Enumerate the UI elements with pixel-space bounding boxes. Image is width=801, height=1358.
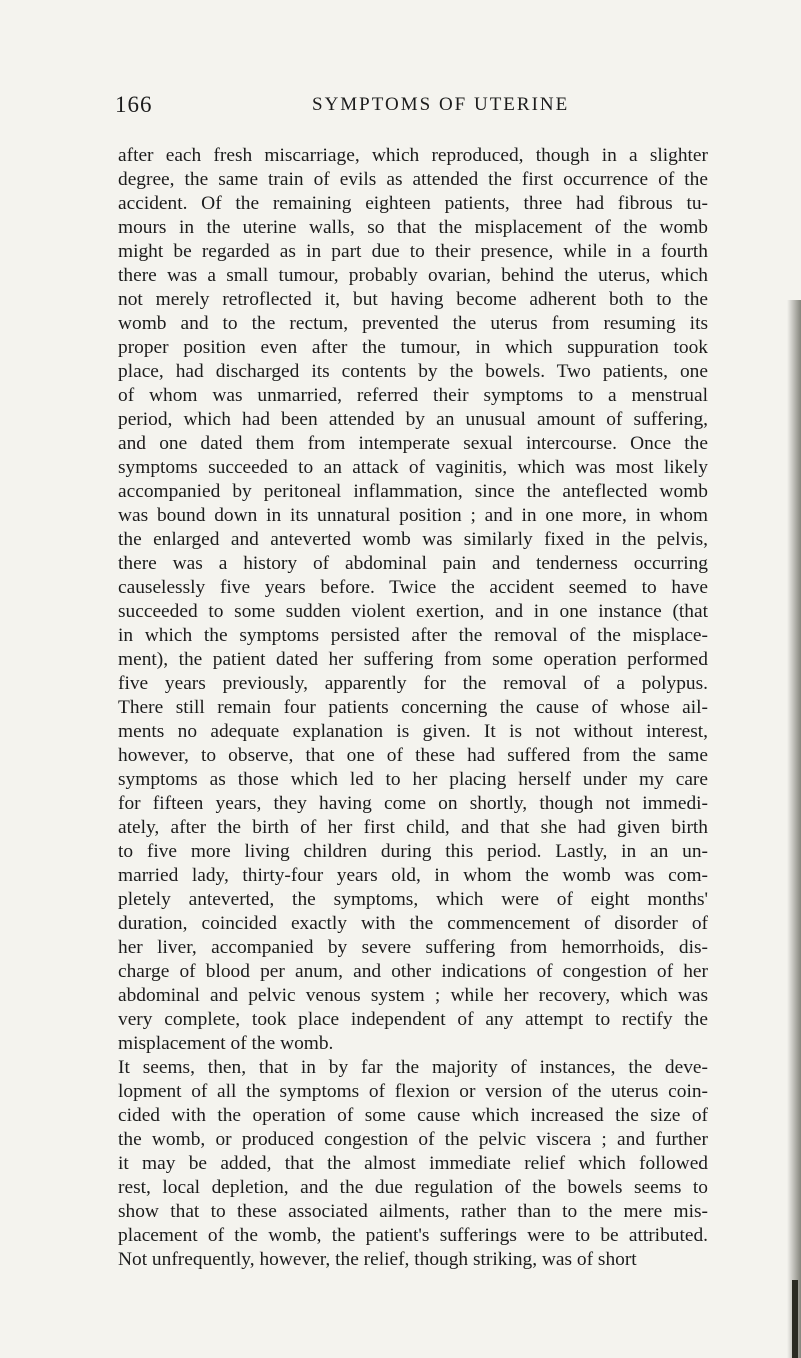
running-head [110,92,710,122]
text-line: rest, local depletion, and the due regulation of the bowels seems to [118,1177,708,1198]
text-line: the enlarged and anteverted womb was similarly fixed in the pelvis, [118,529,708,550]
text-line: duration, coincided exactly with the commencement of disorder of [118,913,708,934]
text-line: period, which had been attended by an unusual amount of suffering, [118,409,708,430]
text-line: to five more living children during this period. Lastly, in an un- [118,841,708,862]
text-line: not merely retroflected it, but having become adherent both to the [118,289,708,310]
text-line: womb and to the rectum, prevented the uterus from resuming its [118,313,708,334]
text-line: however, to observe, that one of these had suffered from the same [118,745,708,766]
text-line: There still remain four patients concerning the cause of whose ail- [118,697,708,718]
text-line: might be regarded as in part due to their presence, while in a fourth [118,241,708,262]
text-line: Not unfrequently, however, the relief, though striking, was of short [118,1249,637,1270]
text-line: five years previously, apparently for the removal of a polypus. [118,673,708,694]
text-line: ments no adequate explanation is given. It is not without interest, [118,721,708,742]
page-edge-shadow [787,300,801,1358]
text-line: married lady, thirty-four years old, in whom the womb was com- [118,865,708,886]
text-line: in which the symptoms persisted after the removal of the misplace- [118,625,708,646]
text-line: the womb, or produced congestion of the pelvic viscera ; and further [118,1129,708,1150]
text-line: ment), the patient dated her suffering from some operation performed [118,649,708,670]
text-line: lopment of all the symptoms of flexion or version of the uterus coin- [118,1081,708,1102]
page-edge-mark [792,1280,798,1358]
text-line: and one dated them from intemperate sexual intercourse. Once the [118,433,708,454]
text-line: there was a small tumour, probably ovarian, behind the uterus, which [118,265,708,286]
body-text [118,144,708,1272]
text-line: abdominal and pelvic venous system ; while her recovery, which was [118,985,708,1006]
text-line: charge of blood per anum, and other indications of congestion of her [118,961,708,982]
text-line: symptoms succeeded to an attack of vaginitis, which was most likely [118,457,708,478]
text-line: there was a history of abdominal pain and tenderness occurring [118,553,708,574]
text-line: it may be added, that the almost immediate relief which followed [118,1153,708,1174]
text-line: degree, the same train of evils as attended the first occurrence of the [118,169,708,190]
page-number: 166 [115,92,153,117]
text-line: mours in the uterine walls, so that the misplacement of the womb [118,217,708,238]
text-line: accident. Of the remaining eighteen patients, three had fibrous tu- [118,193,708,214]
text-line: ately, after the birth of her first child, and that she had given birth [118,817,708,838]
running-title: SYMPTOMS OF UTERINE [312,94,570,115]
text-line: of whom was unmarried, referred their symptoms to a menstrual [118,385,708,406]
text-line: show that to these associated ailments, rather than to the mere mis- [118,1201,708,1222]
text-line: It seems, then, that in by far the majority of instances, the deve- [118,1057,708,1078]
text-line: her liver, accompanied by severe suffering from hemorrhoids, dis- [118,937,708,958]
text-line: accompanied by peritoneal inflammation, since the anteflected womb [118,481,708,502]
text-line: after each fresh miscarriage, which reproduced, though in a slighter [118,145,708,166]
text-line: for fifteen years, they having come on shortly, though not immedi- [118,793,708,814]
text-line: placement of the womb, the patient's sufferings were to be attributed. [118,1225,708,1246]
text-line: pletely anteverted, the symptoms, which were of eight months' [118,889,708,910]
text-line: very complete, took place independent of any attempt to rectify the [118,1009,708,1030]
text-line: cided with the operation of some cause which increased the size of [118,1105,708,1126]
text-line: causelessly five years before. Twice the accident seemed to have [118,577,708,598]
text-line: symptoms as those which led to her placing herself under my care [118,769,708,790]
text-line: place, had discharged its contents by the bowels. Two patients, one [118,361,708,382]
text-line: succeeded to some sudden violent exertion, and in one instance (that [118,601,708,622]
text-line: proper position even after the tumour, in which suppuration took [118,337,708,358]
text-line: misplacement of the womb. [118,1033,334,1054]
text-line: was bound down in its unnatural position ; and in one more, in whom [118,505,708,526]
